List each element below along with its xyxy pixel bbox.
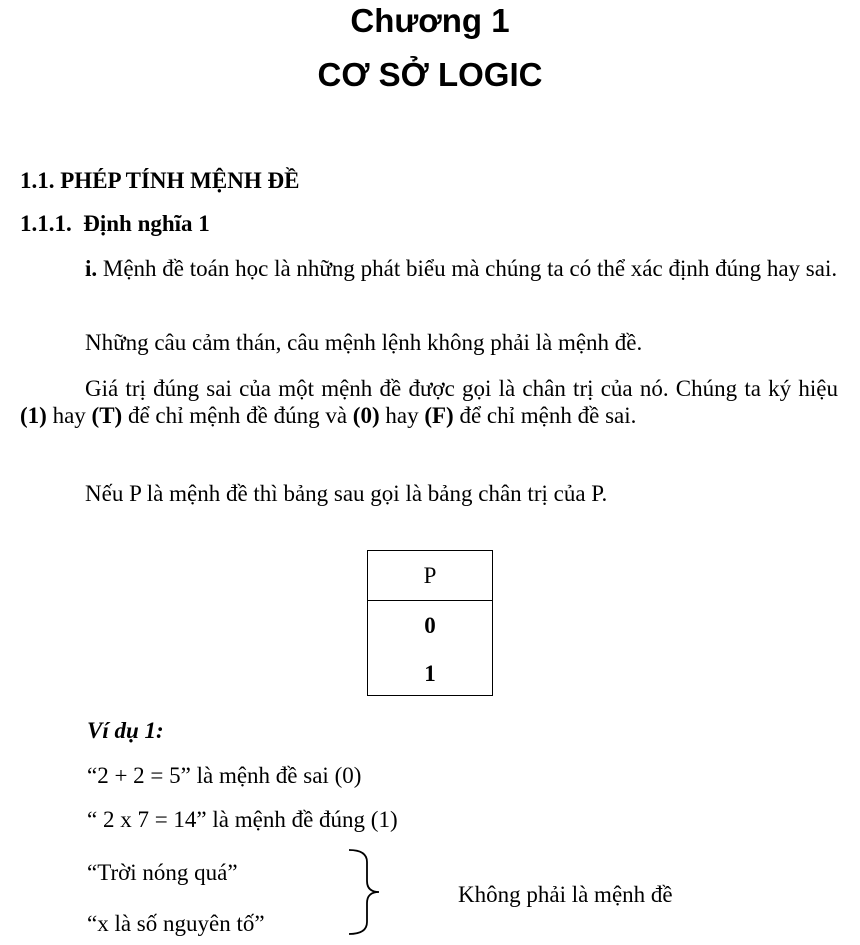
list-marker: i.: [85, 256, 98, 281]
paragraph-definition-text: Mệnh đề toán học là những phát biểu mà chúng ta có thể xác định đúng hay sai.: [97, 256, 838, 281]
chapter-title: CƠ SỞ LOGIC: [317, 56, 543, 93]
subsection-heading: 1.1.1. Định nghĩa 1: [20, 211, 210, 236]
paragraph-definition: [20, 255, 838, 282]
truth-table-row: 1: [424, 661, 436, 686]
text-run: Giá trị đúng sai của một mệnh đề được gọi là chân trị của nó. Chúng ta ký hiệu: [85, 376, 838, 401]
example-line: “ 2 x 7 = 14” là mệnh đề đúng (1): [87, 807, 398, 832]
text-run: để chỉ mệnh đề đúng và: [122, 403, 353, 428]
symbol-false-0: (0): [352, 403, 380, 428]
truth-table-header: P: [368, 551, 492, 601]
truth-table: [367, 550, 493, 696]
example-line: “Trời nóng quá”: [87, 860, 238, 885]
section-heading: 1.1. PHÉP TÍNH MỆNH ĐỀ: [20, 168, 300, 193]
text-run: để chỉ mệnh đề sai.: [453, 403, 637, 428]
text-run: hay: [379, 403, 425, 428]
example-line: “2 + 2 = 5” là mệnh đề sai (0): [87, 763, 362, 788]
example-line: “x là số nguyên tố”: [87, 911, 265, 936]
symbol-false-f: (F): [424, 403, 454, 428]
paragraph-truth-value: [20, 375, 838, 429]
truth-table-row: 0: [424, 613, 436, 638]
example-label: Ví dụ 1:: [87, 718, 164, 743]
symbol-true-1: (1): [20, 403, 47, 428]
chapter-number: Chương 1: [350, 2, 510, 39]
text-run: hay: [46, 403, 92, 428]
symbol-true-t: (T): [91, 403, 123, 428]
right-brace-icon: [345, 848, 385, 936]
brace-note: Không phải là mệnh đề: [458, 882, 673, 907]
paragraph-exclamations: Những câu cảm thán, câu mệnh lệnh không phải là mệnh đề.: [85, 330, 643, 355]
paragraph-truth-table-intro: Nếu P là mệnh đề thì bảng sau gọi là bảng chân trị của P.: [85, 481, 608, 506]
